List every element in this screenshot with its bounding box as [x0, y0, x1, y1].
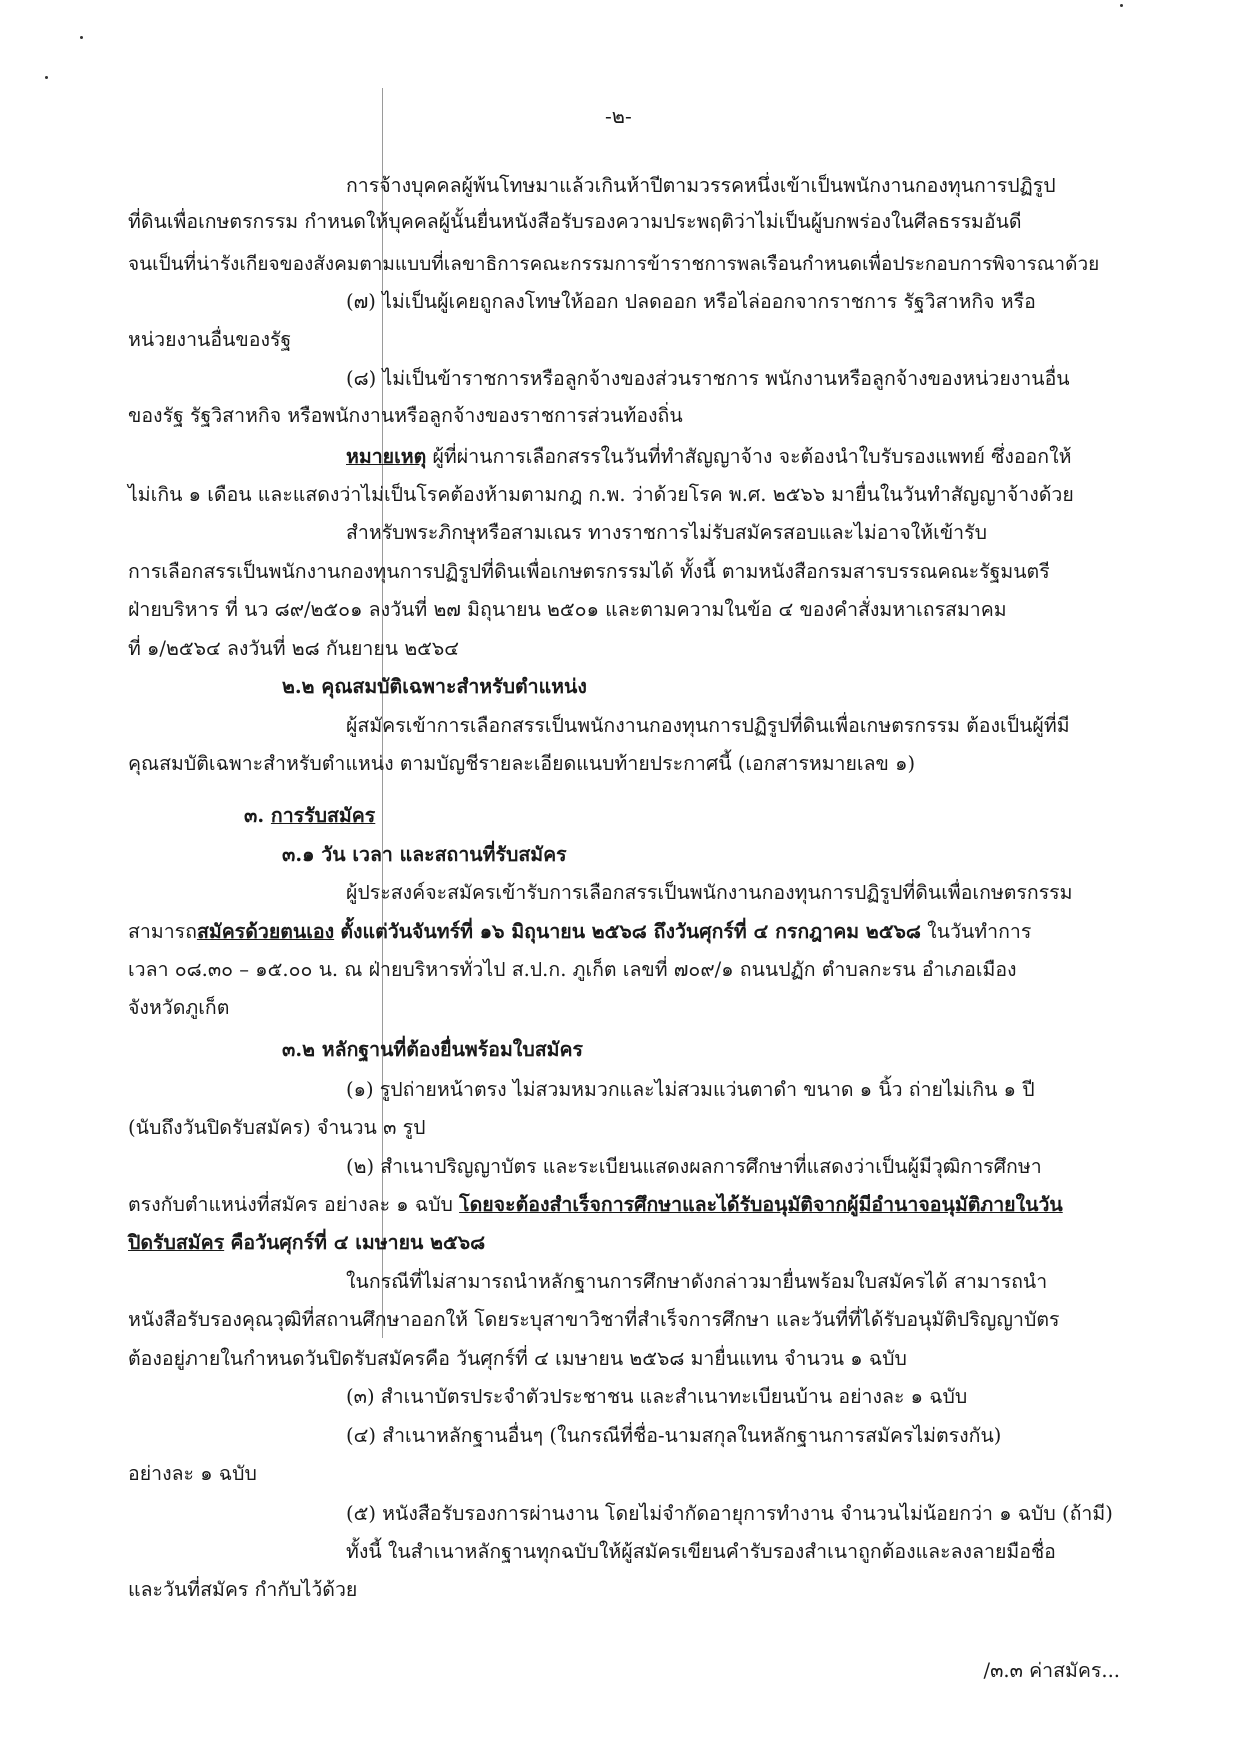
- note-label: หมายเหตุ: [346, 445, 427, 468]
- text-line-mixed: [128, 1229, 485, 1257]
- text-line: และวันที่สมัคร กำกับไว้ด้วย: [128, 1578, 358, 1601]
- text-run-bold: คือวันศุกร์ที่ ๔ เมษายน ๒๕๖๘: [230, 1231, 486, 1254]
- text-line: คุณสมบัติเฉพาะสำหรับตำแหน่ง ตามบัญชีรายละเอียดแนบท้ายประกาศนี้ (เอกสารหมายเลข ๑): [128, 752, 916, 775]
- text-line-mixed: [128, 918, 1031, 946]
- text-line: (๓) สำเนาบัตรประจำตัวประชาชน และสำเนาทะเบียนบ้าน อย่างละ ๑ ฉบับ: [346, 1385, 968, 1408]
- text-line: (๔) สำเนาหลักฐานอื่นๆ (ในกรณีที่ชื่อ-นามสกุลในหลักฐานการสมัครไม่ตรงกัน): [346, 1424, 1002, 1447]
- page-number: -๒-: [605, 104, 632, 128]
- text-run: ในวันทำการ: [927, 920, 1032, 943]
- scan-speck: [45, 76, 48, 79]
- subsection-heading: ๓.๒ หลักฐานที่ต้องยื่นพร้อมใบสมัคร: [282, 1038, 583, 1061]
- continuation-footer: /๓.๓ ค่าสมัคร...: [983, 1659, 1120, 1682]
- section-heading: ๒.๒ คุณสมบัติเฉพาะสำหรับตำแหน่ง: [282, 675, 587, 698]
- scan-speck: [1120, 4, 1123, 7]
- text-line: หนังสือรับรองคุณวุฒิที่สถานศึกษาออกให้ โดยระบุสาขาวิชาที่สำเร็จการศึกษา และวันที่ที่ได้รับอนุมัติปริญญาบัตร: [128, 1308, 1060, 1331]
- text-line: ไม่เกิน ๑ เดือน และแสดงว่าไม่เป็นโรคต้องห้ามตามกฎ ก.พ. ว่าด้วยโรค พ.ศ. ๒๕๖๖ มายื่นในวันทำสัญญาจ้างด้วย: [128, 483, 1074, 506]
- text-line-mixed: [128, 1191, 1063, 1219]
- text-run-emphasis: สมัครด้วยตนเอง: [196, 920, 335, 943]
- text-line: (๗) ไม่เป็นผู้เคยถูกลงโทษให้ออก ปลดออก หรือไล่ออกจากราชการ รัฐวิสาหกิจ หรือ: [346, 290, 1036, 313]
- section-heading: [244, 802, 375, 830]
- section-title: การรับสมัคร: [270, 804, 376, 827]
- text-run: ตรงกับตำแหน่งที่สมัคร อย่างละ ๑ ฉบับ: [128, 1193, 453, 1216]
- text-run-emphasis: โดยจะต้องสำเร็จการศึกษาและได้รับอนุมัติจากผู้มีอำนาจอนุมัติภายในวัน: [459, 1193, 1063, 1216]
- note-text: ผู้ที่ผ่านการเลือกสรรในวันที่ทำสัญญาจ้าง จะต้องนำใบรับรองแพทย์ ซึ่งออกให้: [432, 445, 1072, 468]
- text-line: ฝ่ายบริหาร ที่ นว ๘๙/๒๕๐๑ ลงวันที่ ๒๗ มิถุนายน ๒๕๐๑ และตามความในข้อ ๔ ของคำสั่งมหาเถรสมาคม: [128, 598, 1007, 621]
- scan-speck: [80, 36, 83, 39]
- text-line: (๑) รูปถ่ายหน้าตรง ไม่สวมหมวกและไม่สวมแว่นตาดำ ขนาด ๑ นิ้ว ถ่ายไม่เกิน ๑ ปี: [346, 1078, 1035, 1101]
- text-line: (๕) หนังสือรับรองการผ่านงาน โดยไม่จำกัดอายุการทำงาน จำนวนไม่น้อยกว่า ๑ ฉบับ (ถ้ามี): [346, 1502, 1113, 1525]
- text-line: เวลา ๐๘.๓๐ – ๑๕.๐๐ น. ณ ฝ่ายบริหารทั่วไป ส.ป.ก. ภูเก็ต เลขที่ ๗๐๙/๑ ถนนปฏัก ตำบลกะรน อำเภอเมือง: [128, 958, 1017, 981]
- text-line: ต้องอยู่ภายในกำหนดวันปิดรับสมัครคือ วันศุกร์ที่ ๔ เมษายน ๒๕๖๘ มายื่นแทน จำนวน ๑ ฉบับ: [128, 1347, 907, 1370]
- text-line: ทั้งนี้ ในสำเนาหลักฐานทุกฉบับให้ผู้สมัครเขียนคำรับรองสำเนาถูกต้องและลงลายมือชื่อ: [346, 1540, 1056, 1563]
- note-line: [346, 443, 1071, 471]
- text-line: ของรัฐ รัฐวิสาหกิจ หรือพนักงานหรือลูกจ้างของราชการส่วนท้องถิ่น: [128, 404, 683, 427]
- text-line: (นับถึงวันปิดรับสมัคร) จำนวน ๓ รูป: [128, 1116, 426, 1139]
- text-line: ที่ดินเพื่อเกษตรกรรม กำหนดให้บุคคลผู้นั้นยื่นหนังสือรับรองความประพฤติว่าไม่เป็นผู้บกพร่องในศีลธรรมอันดี: [128, 210, 1022, 233]
- text-line: (๒) สำเนาปริญญาบัตร และระเบียนแสดงผลการศึกษาที่แสดงว่าเป็นผู้มีวุฒิการศึกษา: [346, 1155, 1042, 1178]
- text-line: (๘) ไม่เป็นข้าราชการหรือลูกจ้างของส่วนราชการ พนักงานหรือลูกจ้างของหน่วยงานอื่น: [346, 367, 1070, 390]
- text-run-emphasis: ปิดรับสมัคร: [128, 1231, 225, 1254]
- text-line: ที่ ๑/๒๕๖๔ ลงวันที่ ๒๘ กันยายน ๒๕๖๔: [128, 637, 460, 660]
- text-line: การจ้างบุคคลผู้พ้นโทษมาแล้วเกินห้าปีตามวรรคหนึ่งเข้าเป็นพนักงานกองทุนการปฏิรูป: [346, 174, 1056, 197]
- section-number: ๓.: [244, 804, 265, 827]
- text-run-bold: ตั้งแต่วันจันทร์ที่ ๑๖ มิถุนายน ๒๕๖๘ ถึงวันศุกร์ที่ ๔ กรกฎาคม ๒๕๖๘: [340, 920, 921, 943]
- text-line: ในกรณีที่ไม่สามารถนำหลักฐานการศึกษาดังกล่าวมายื่นพร้อมใบสมัครได้ สามารถนำ: [346, 1270, 1048, 1293]
- text-line: หน่วยงานอื่นของรัฐ: [128, 328, 292, 351]
- text-line: ผู้สมัครเข้าการเลือกสรรเป็นพนักงานกองทุนการปฏิรูปที่ดินเพื่อเกษตรกรรม ต้องเป็นผู้ที่มี: [346, 714, 1070, 737]
- text-line: จนเป็นที่น่ารังเกียจของสังคมตามแบบที่เลขาธิการคณะกรรมการข้าราชการพลเรือนกำหนดเพื่อประกอบการพิจารณาด้วย: [128, 253, 1100, 275]
- subsection-heading: ๓.๑ วัน เวลา และสถานที่รับสมัคร: [282, 843, 567, 866]
- text-line: การเลือกสรรเป็นพนักงานกองทุนการปฏิรูปที่ดินเพื่อเกษตรกรรมได้ ทั้งนี้ ตามหนังสือกรมสารบรรณคณะรัฐมนตรี: [128, 560, 1050, 583]
- text-line: สำหรับพระภิกษุหรือสามเณร ทางราชการไม่รับสมัครสอบและไม่อาจให้เข้ารับ: [346, 521, 987, 544]
- text-line: อย่างละ ๑ ฉบับ: [128, 1462, 257, 1485]
- text-line: จังหวัดภูเก็ต: [128, 996, 230, 1019]
- text-line: ผู้ประสงค์จะสมัครเข้ารับการเลือกสรรเป็นพนักงานกองทุนการปฏิรูปที่ดินเพื่อเกษตรกรรม: [346, 881, 1073, 904]
- text-run: สามารถ: [128, 920, 197, 943]
